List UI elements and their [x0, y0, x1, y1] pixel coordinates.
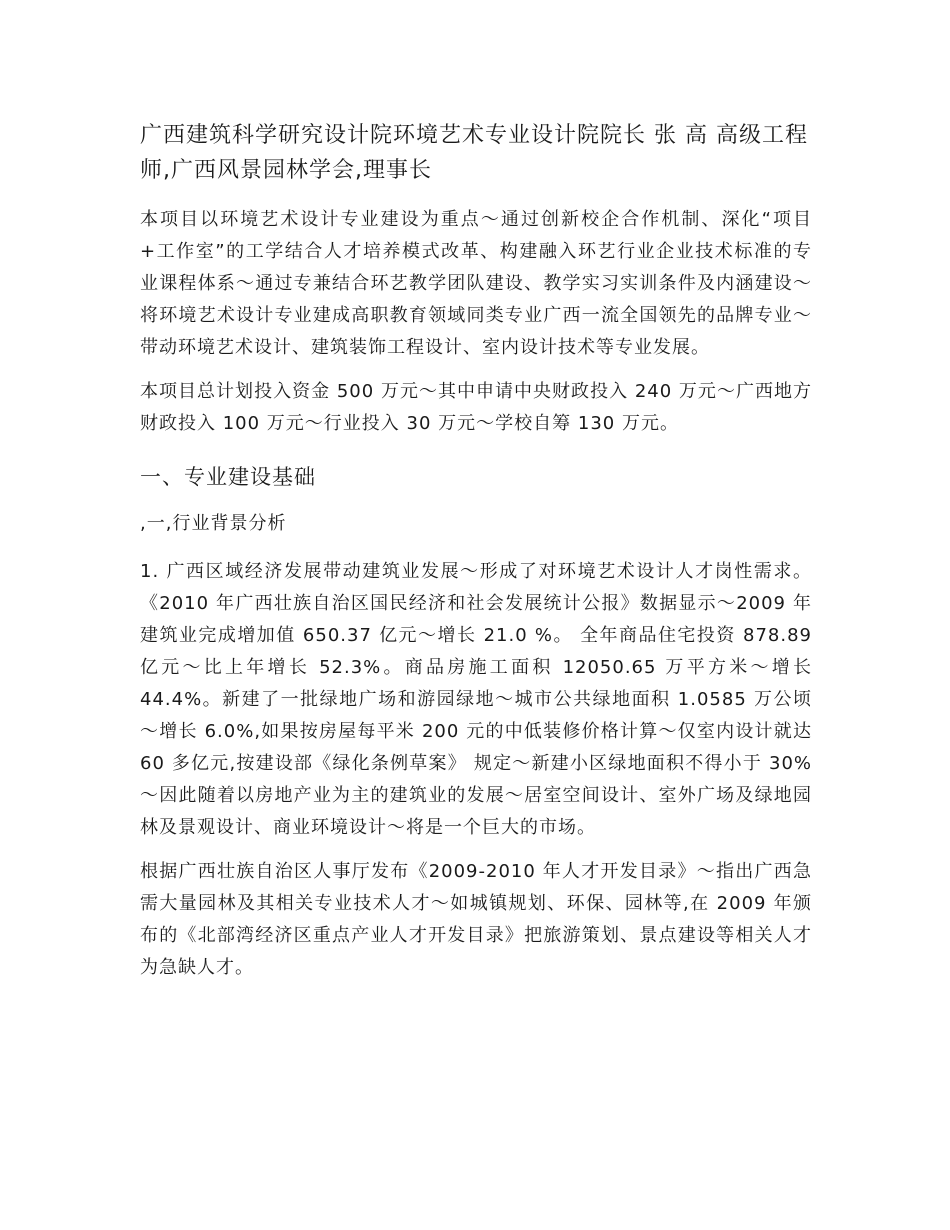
- intro-paragraph-2: 本项目总计划投入资金 500 万元～其中申请中央财政投入 240 万元～广西地方财政投入 100 万元～行业投入 30 万元～学校自筹 130 万元。: [140, 381, 812, 434]
- header-line: 广西建筑科学研究设计院环境艺术专业设计院院长 张 高 高级工程师,广西风景园林学会,理事长: [140, 123, 808, 183]
- document-page: [140, 118, 812, 996]
- body-paragraph-1: 1. 广西区域经济发展带动建筑业发展～形成了对环境艺术设计人才岗性需求。《2010 年广西壮族自治区国民经济和社会发展统计公报》数据显示～2009 年建筑业完成增加值 650.37 亿元～增长 21.0 %。 全年商品住宅投资 878.89 亿元～比上年增长 52.3%。商品房施工面积 12050.65 万平方米～增长 44.4%。新建了一批绿地广场和游园绿地～城市公共绿地面积 1.0585 万公顷～增长 6.0%,如果按房屋每平米 200 元的中低装修价格计算～仅室内设计就达 60 多亿元,按建设部《绿化条例草案》 规定～新建小区绿地面积不得小于 30%～因此随着以房地产业为主的建筑业的发展～居室空间设计、室外广场及绿地园林及景观设计、商业环境设计～将是一个巨大的市场。: [140, 561, 812, 838]
- section-title: 一、专业建设基础: [140, 465, 316, 489]
- body-paragraph-2: 根据广西壮族自治区人事厅发布《2009-2010 年人才开发目录》～指出广西急需大量园林及其相关专业技术人才～如城镇规划、环保、园林等,在 2009 年颁布的《北部湾经济区重点产业人才开发目录》把旅游策划、景点建设等相关人才为急缺人才。: [140, 861, 812, 978]
- intro-paragraph-1: 本项目以环境艺术设计专业建设为重点～通过创新校企合作机制、深化“项目+工作室”的工学结合人才培养模式改革、构建融入环艺行业企业技术标准的专业课程体系～通过专兼结合环艺教学团队建设、教学实习实训条件及内涵建设～将环境艺术设计专业建成高职教育领域同类专业广西一流全国领先的品牌专业～带动环境艺术设计、建筑装饰工程设计、室内设计技术等专业发展。: [140, 209, 812, 358]
- sub-title: ,一,行业背景分析: [140, 513, 287, 534]
